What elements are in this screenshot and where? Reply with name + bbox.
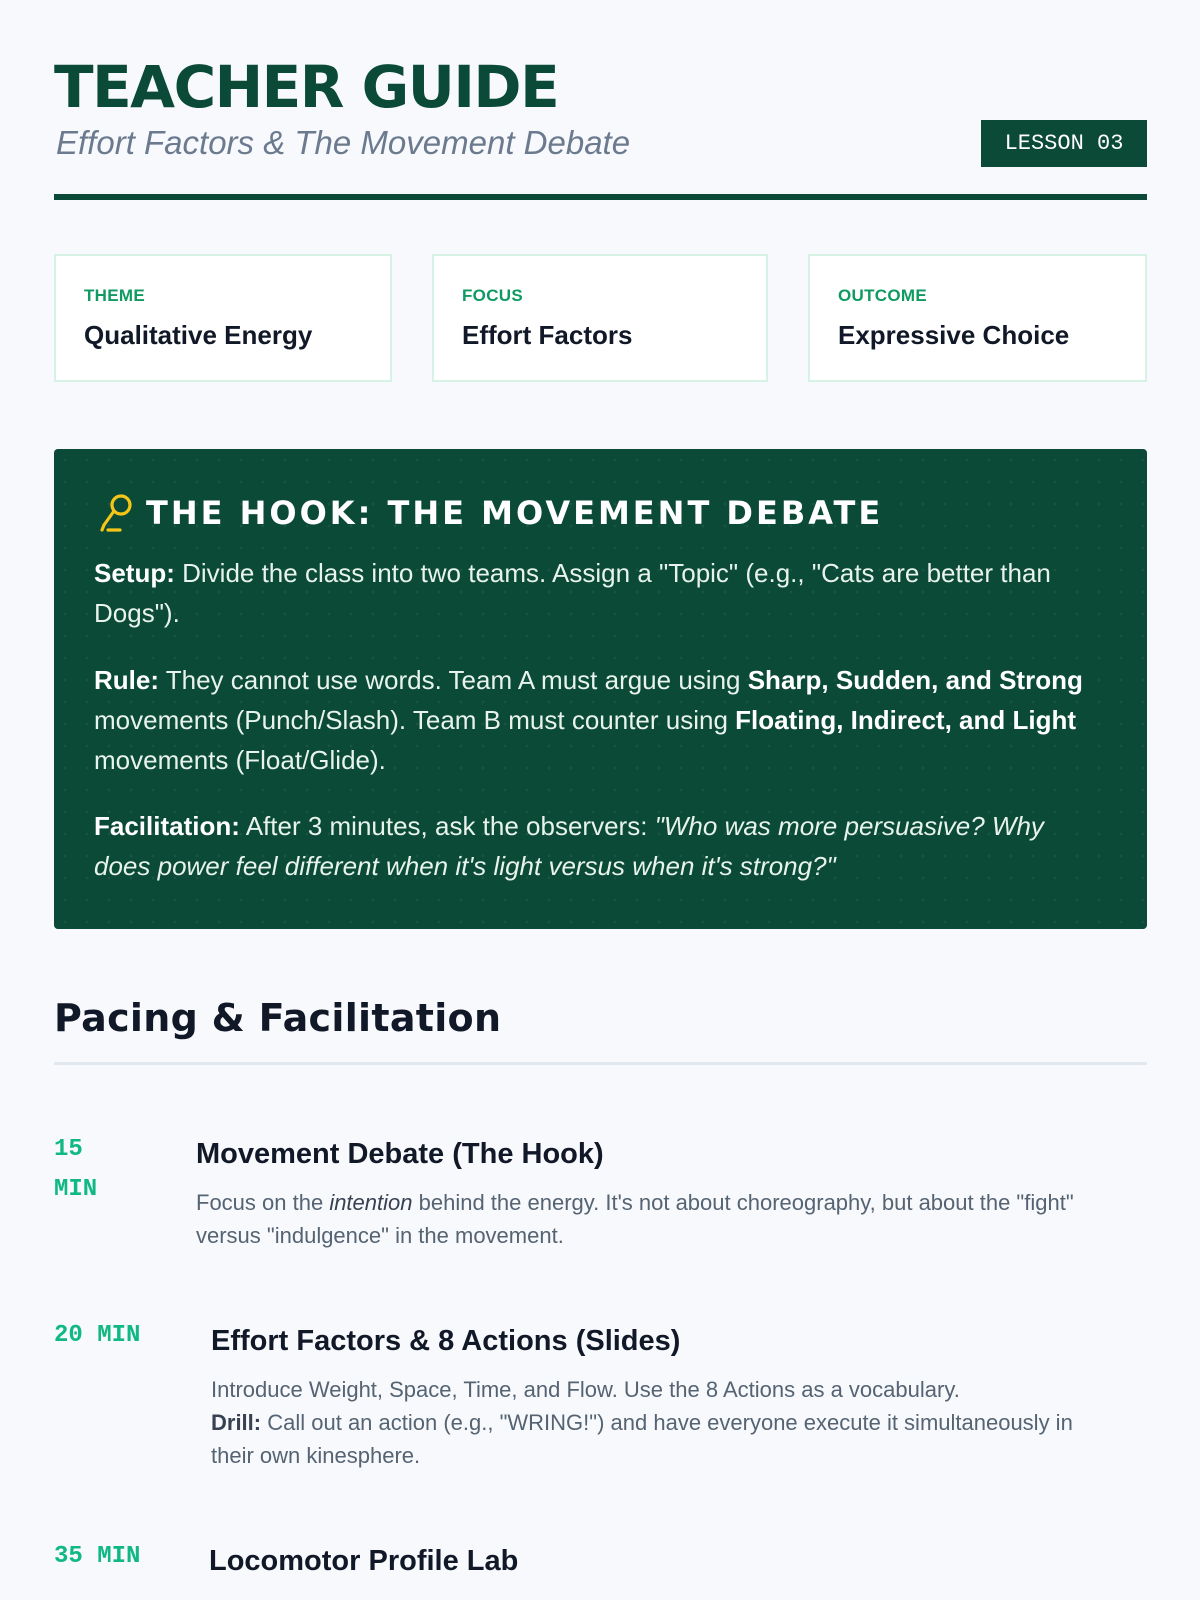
step-description <box>211 1373 1111 1472</box>
setup-label: Setup: <box>94 558 175 588</box>
hook-setup <box>94 553 1104 633</box>
rule-label: Rule: <box>94 665 159 695</box>
theme-card <box>54 254 392 382</box>
hook-header <box>98 491 883 535</box>
desc-emphasis: intention <box>329 1190 413 1215</box>
desc-text: Focus on the <box>196 1190 330 1215</box>
rule-text: They cannot use words. Team A must argue using <box>159 665 748 695</box>
section-divider <box>54 1062 1147 1065</box>
hook-title: THE HOOK: THE MOVEMENT DEBATE <box>146 494 884 532</box>
rule-text: movements (Float/Glide). <box>94 745 386 775</box>
setup-text: Divide the class into two teams. Assign a "Topic" (e.g., "Cats are better than Dogs"). <box>94 558 1051 628</box>
hook-rule <box>94 660 1104 780</box>
card-label: FOCUS <box>462 286 523 305</box>
rule-team-b-efforts: Floating, Indirect, and Light <box>735 705 1077 735</box>
card-value: Expressive Choice <box>838 320 1070 350</box>
rule-text: movements (Punch/Slash). Team B must counter using <box>94 705 736 735</box>
focus-card <box>432 254 768 382</box>
card-label: THEME <box>84 286 145 305</box>
hook-panel <box>54 449 1147 929</box>
summary-cards <box>54 254 1147 382</box>
desc-text: Introduce Weight, Space, Time, and Flow. Use the 8 Actions as a vocabulary. <box>211 1377 960 1402</box>
card-value: Effort Factors <box>462 320 633 350</box>
step-duration: 20 MIN <box>54 1322 141 1349</box>
card-value: Qualitative Energy <box>84 320 313 350</box>
header-divider <box>54 194 1147 200</box>
drill-label: Drill: <box>211 1410 262 1435</box>
page-title: TEACHER GUIDE <box>54 53 559 121</box>
rule-team-a-efforts: Sharp, Sudden, and Strong <box>747 665 1083 695</box>
step-title: Effort Factors & 8 Actions (Slides) <box>211 1325 681 1357</box>
facilitation-text: After 3 minutes, ask the observers: <box>239 811 655 841</box>
card-label: OUTCOME <box>838 286 927 305</box>
facilitation-quote: "Who was more persuasive? Why does power feel different when it's light versus when it's strong?" <box>94 811 1044 881</box>
step-title: Locomotor Profile Lab <box>209 1545 519 1577</box>
outcome-card <box>808 254 1147 382</box>
page-subtitle: Effort Factors & The Movement Debate <box>56 124 631 161</box>
desc-text: Call out an action (e.g., "WRING!") and have everyone execute it simultaneously in their own kinesphere. <box>211 1410 1073 1468</box>
step-title: Movement Debate (The Hook) <box>196 1138 604 1170</box>
facilitation-label: Facilitation: <box>94 811 240 841</box>
lesson-badge: LESSON 03 <box>981 120 1147 167</box>
step-duration: 15 MIN <box>54 1136 98 1203</box>
desc-text: behind the energy. It's not about choreography, but about the "fight" versus "indulgence" in the movement. <box>196 1190 1074 1248</box>
section-title: Pacing & Facilitation <box>54 996 502 1040</box>
step-duration: 35 MIN <box>54 1543 141 1570</box>
hook-facilitation <box>94 806 1104 886</box>
step-description <box>196 1186 1136 1252</box>
microphone-icon <box>98 492 134 534</box>
